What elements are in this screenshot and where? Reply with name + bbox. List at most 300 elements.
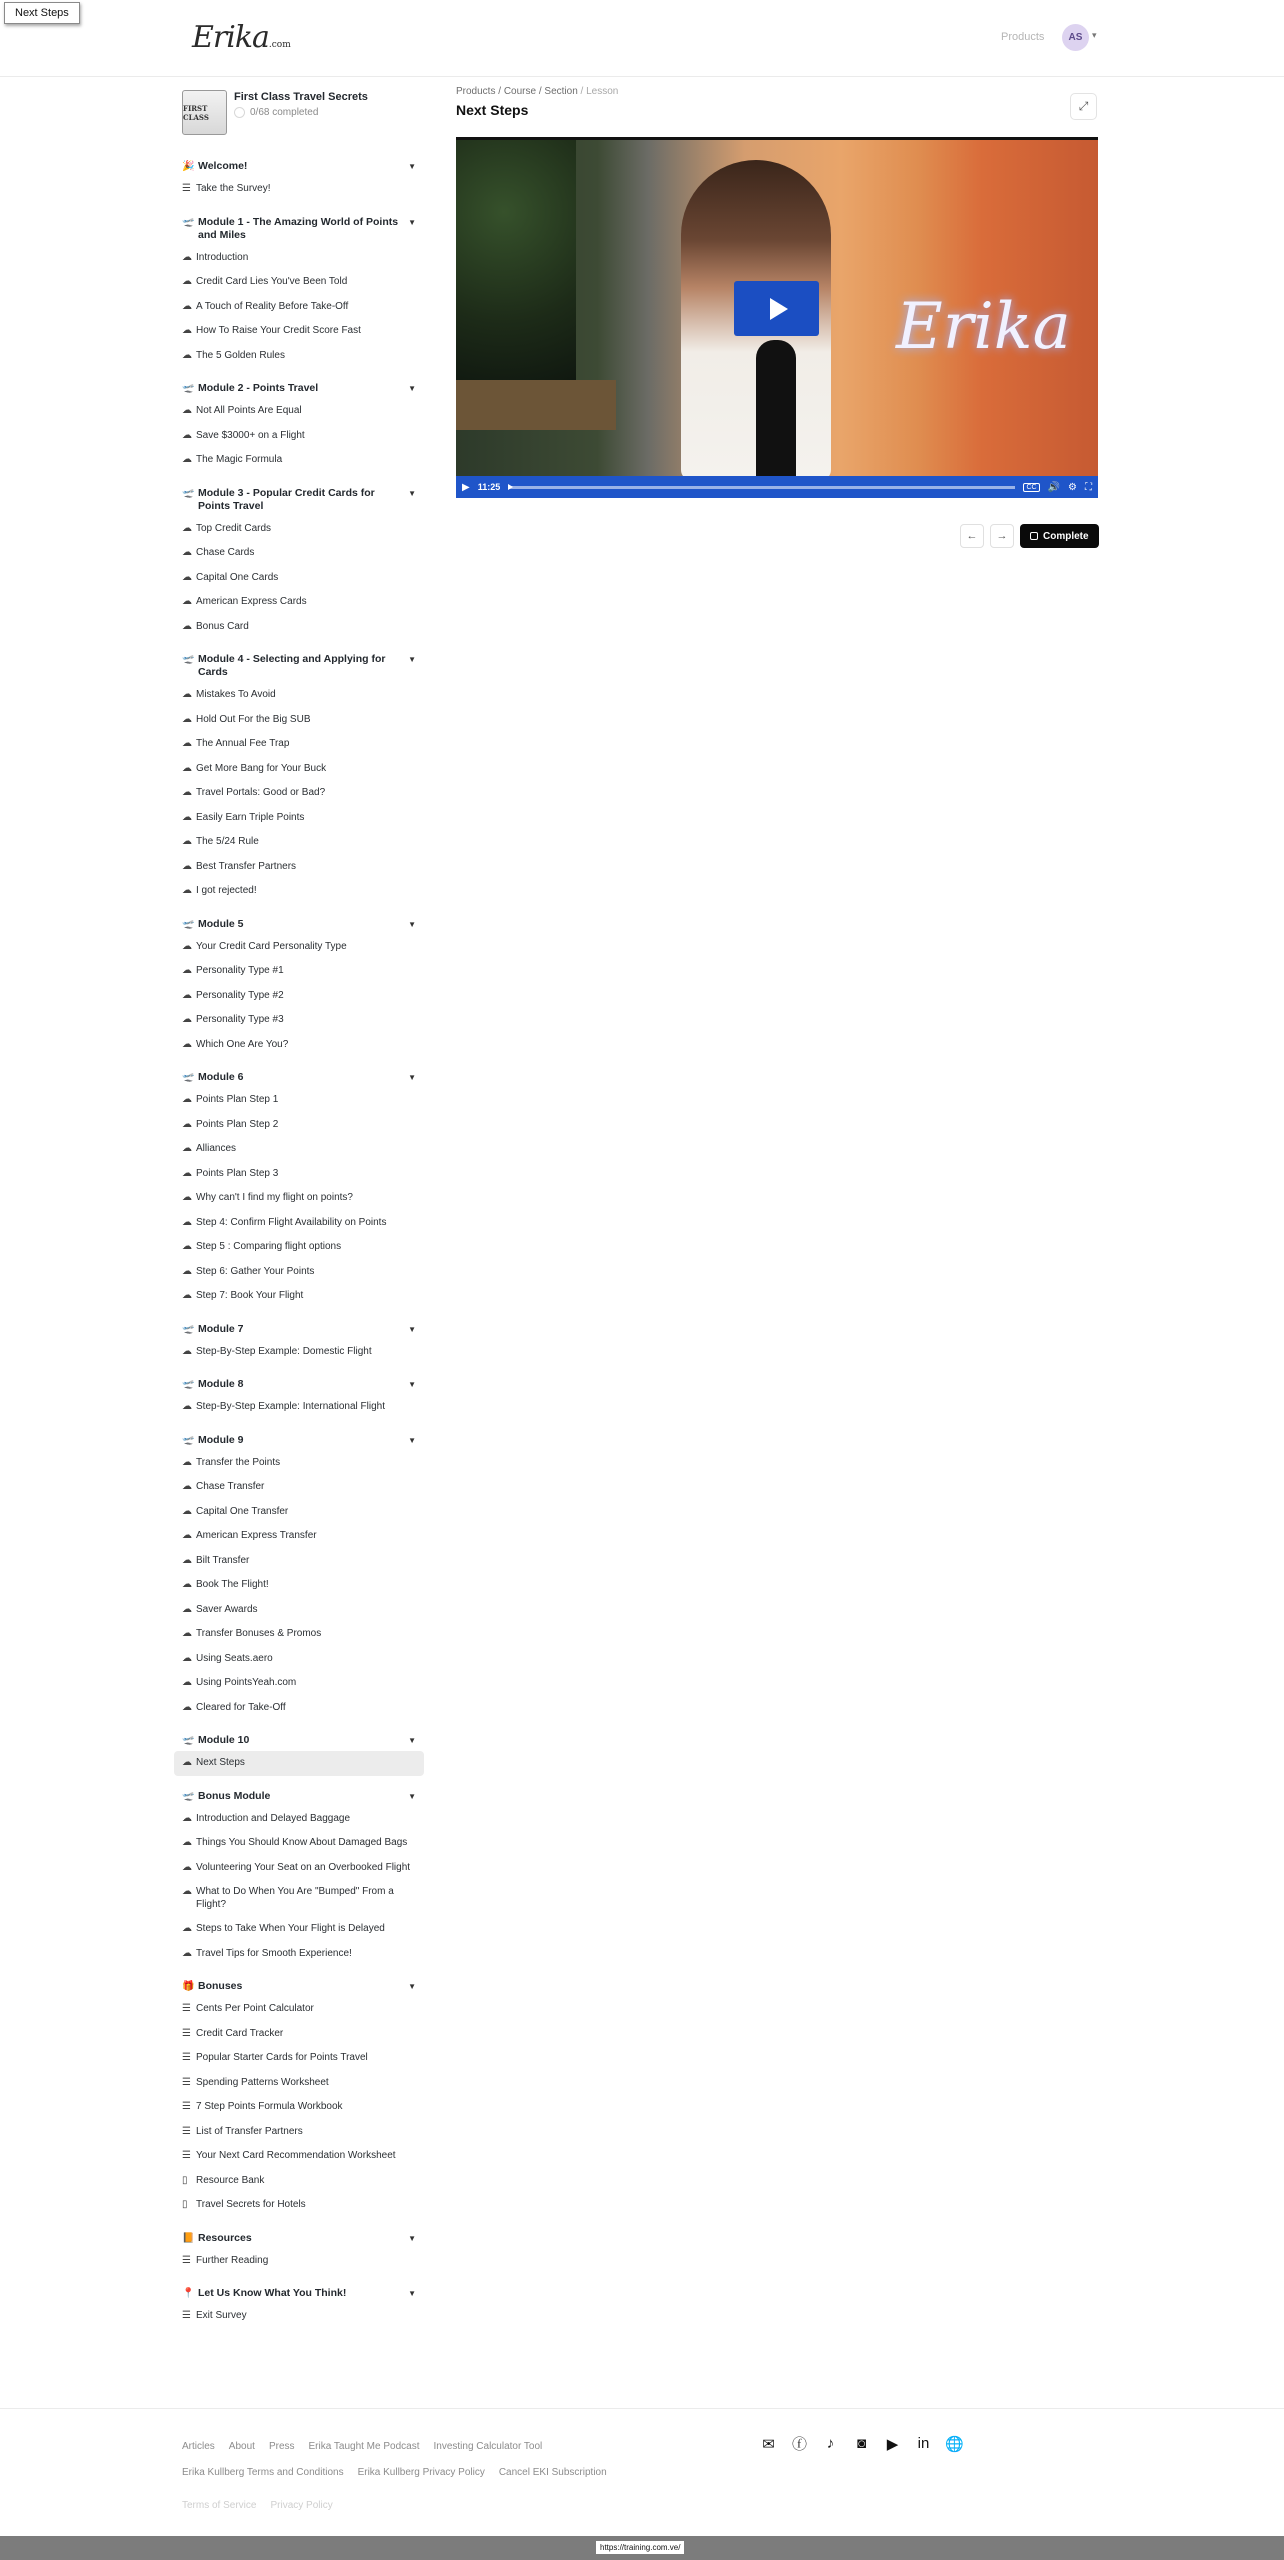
play-button[interactable] — [734, 281, 819, 336]
lesson-item[interactable] — [174, 448, 424, 473]
module-header[interactable] — [174, 378, 424, 399]
cloud-icon: ☁ — [182, 1265, 192, 1277]
module-icon: 🛫 — [182, 487, 195, 499]
lesson-item[interactable] — [174, 2144, 424, 2169]
expand-icon: ⤢ — [1078, 99, 1089, 113]
cloud-icon: ☁ — [182, 965, 192, 976]
next-lesson-button[interactable] — [990, 524, 1014, 548]
lesson-title: Travel Secrets for Hotels — [196, 2199, 306, 2210]
lesson-item[interactable] — [174, 399, 424, 424]
module-section — [174, 1374, 424, 1420]
footer-link[interactable]: Articles — [182, 2441, 215, 2452]
cloud-icon: ☁ — [182, 1456, 192, 1468]
lesson-title: The Annual Fee Trap — [196, 738, 290, 749]
cloud-icon: ☁ — [182, 522, 192, 534]
cloud-icon: ☁ — [182, 1192, 192, 1203]
caret-down-icon[interactable]: ▼ — [408, 919, 416, 929]
module-header[interactable] — [174, 649, 424, 683]
module-header[interactable] — [174, 914, 424, 935]
lesson-item[interactable] — [174, 270, 424, 295]
module-title: Module 6 — [198, 1071, 244, 1083]
cloud-icon: ☁ — [182, 1701, 192, 1713]
lesson-title: Take the Survey! — [196, 183, 271, 194]
module-icon: 🛫 — [182, 918, 195, 930]
lesson-title: Easily Earn Triple Points — [196, 811, 305, 823]
lesson-item[interactable] — [174, 1137, 424, 1162]
caret-down-icon[interactable]: ▼ — [408, 2289, 416, 2298]
cloud-icon: ☁ — [182, 1014, 192, 1025]
cloud-icon: ☁ — [182, 1241, 192, 1252]
module-section — [174, 1976, 424, 2218]
cloud-icon: ☁ — [182, 349, 192, 361]
lesson-item[interactable] — [174, 2120, 424, 2145]
module-section — [174, 649, 424, 904]
lesson-title: Alliances — [196, 1143, 237, 1154]
cloud-icon: ☁ — [182, 1628, 192, 1639]
module-icon: 🛫 — [182, 1735, 195, 1746]
cloud-icon: ☁ — [182, 1579, 192, 1590]
cloud-icon: ☁ — [182, 1401, 192, 1412]
cloud-icon: ☁ — [182, 454, 192, 465]
module-title: Module 5 — [198, 917, 244, 930]
lesson-item[interactable] — [174, 1880, 424, 1917]
lesson-title: Steps to Take When Your Flight is Delayed — [196, 1923, 385, 1934]
lesson-item[interactable] — [174, 2249, 424, 2274]
module-section — [174, 914, 424, 1058]
lesson-item[interactable] — [174, 959, 424, 984]
site-footer — [0, 2408, 1284, 2536]
module-header[interactable] — [174, 212, 424, 246]
doc-icon: ▯ — [182, 2174, 188, 2186]
lesson-title: Step-By-Step Example: International Flight — [196, 1401, 385, 1412]
course-title: First Class Travel Secrets — [234, 91, 368, 103]
lesson-title: Further Reading — [196, 2254, 269, 2266]
module-list — [174, 156, 424, 2329]
lesson-title: Cents Per Point Calculator — [196, 2003, 314, 2014]
caret-down-icon[interactable]: ▼ — [408, 162, 416, 171]
video-microphone — [756, 340, 796, 490]
lesson-item[interactable] — [174, 2046, 424, 2071]
lesson-item[interactable] — [174, 1033, 424, 1058]
lesson-item[interactable] — [174, 1475, 424, 1500]
list-icon: ☰ — [182, 2101, 191, 2112]
video-controls — [456, 476, 1098, 498]
lesson-item[interactable] — [174, 2304, 424, 2329]
lesson-item[interactable] — [174, 319, 424, 344]
lesson-title: Hold Out For the Big SUB — [196, 713, 311, 725]
lesson-item[interactable] — [174, 566, 424, 591]
cloud-icon: ☁ — [182, 547, 192, 558]
cloud-icon: ☁ — [182, 1757, 192, 1768]
page-title: Next Steps — [456, 102, 529, 118]
cloud-icon: ☁ — [182, 1652, 192, 1664]
mail-icon[interactable]: ✉ — [762, 2435, 775, 2453]
course-thumbnail: FIRST CLASS — [182, 90, 227, 135]
cloud-icon: ☁ — [182, 1837, 192, 1848]
course-progress: 0/68 completed — [234, 107, 318, 118]
cloud-icon: ☁ — [182, 1861, 192, 1873]
progress-ring-icon — [234, 107, 245, 118]
lesson-title: American Express Transfer — [196, 1530, 317, 1541]
footer-link[interactable]: Investing Calculator Tool — [433, 2441, 543, 2452]
cloud-icon: ☁ — [182, 429, 192, 441]
chevron-down-icon[interactable]: ▾ — [1092, 30, 1097, 40]
volume-icon[interactable]: 🔊 — [1047, 481, 1061, 493]
breadcrumb: Products / Course / Section / Lesson — [456, 86, 619, 97]
module-icon: 🎉 — [182, 161, 195, 172]
lesson-item[interactable] — [174, 2022, 424, 2047]
cloud-icon: ☁ — [182, 738, 192, 749]
module-header[interactable] — [174, 483, 424, 517]
cloud-icon: ☁ — [182, 762, 192, 774]
cloud-icon: ☁ — [182, 1167, 192, 1179]
cloud-icon: ☁ — [182, 1603, 192, 1615]
module-title: Module 7 — [198, 1322, 244, 1335]
lesson-item[interactable] — [174, 424, 424, 449]
lesson-title: Points Plan Step 2 — [196, 1118, 279, 1130]
footer-link[interactable]: Terms of Service — [182, 2500, 257, 2511]
fullscreen-icon[interactable]: ⛶ — [1085, 481, 1092, 493]
lesson-title: The Magic Formula — [196, 454, 283, 465]
cloud-icon: ☁ — [182, 1094, 192, 1105]
lesson-item[interactable] — [174, 344, 424, 369]
footer-link[interactable]: About — [228, 2441, 255, 2452]
status-url: https://training.com.ve/ — [596, 2541, 684, 2554]
video-neon-sign: Erika — [896, 290, 1071, 364]
lesson-item[interactable] — [174, 1524, 424, 1549]
lesson-item[interactable] — [174, 2095, 424, 2120]
module-icon: 🎁 — [182, 1981, 195, 1992]
lesson-item[interactable] — [174, 295, 424, 320]
module-section — [174, 378, 424, 473]
module-icon: 📍 — [182, 2288, 195, 2299]
footer-link[interactable]: Press — [268, 2441, 295, 2452]
lesson-item[interactable] — [174, 757, 424, 782]
lesson-item[interactable] — [174, 1395, 424, 1420]
caret-down-icon[interactable]: ▼ — [408, 1435, 416, 1445]
caret-down-icon[interactable]: ▼ — [408, 1324, 416, 1334]
footer-links-terms — [182, 2500, 333, 2511]
cloud-icon: ☁ — [182, 836, 192, 847]
list-icon: ☰ — [182, 2076, 191, 2088]
cloud-icon: ☁ — [182, 787, 192, 798]
lesson-title: Get More Bang for Your Buck — [196, 762, 327, 774]
complete-button[interactable]: Complete — [1020, 524, 1099, 548]
cloud-icon: ☁ — [182, 713, 192, 725]
module-title: Module 2 - Points Travel — [198, 382, 319, 394]
checkbox-icon — [1030, 532, 1038, 540]
lesson-title: Volunteering Your Seat on an Overbooked Flight — [196, 1861, 411, 1873]
module-title: Module 3 - Popular Credit Cards for Points Travel — [198, 486, 375, 512]
tiktok-icon[interactable]: ♪ — [826, 2435, 835, 2452]
course-sidebar — [174, 86, 424, 2339]
lesson-item[interactable] — [174, 879, 424, 904]
lesson-title: Introduction — [196, 251, 249, 263]
lesson-item[interactable] — [174, 2071, 424, 2096]
caret-down-icon[interactable]: ▼ — [408, 1736, 416, 1745]
video-shelf — [456, 380, 616, 430]
play-small-icon[interactable]: ▶ — [462, 481, 470, 493]
lesson-item[interactable] — [174, 246, 424, 271]
lesson-title: Step 7: Book Your Flight — [196, 1290, 304, 1301]
lesson-item[interactable] — [174, 1696, 424, 1721]
footer-link[interactable]: Erika Kullberg Terms and Conditions — [182, 2467, 344, 2478]
cloud-icon: ☁ — [182, 811, 192, 823]
lesson-title: Top Credit Cards — [196, 522, 272, 534]
breadcrumb-products[interactable]: Products — [456, 86, 496, 97]
module-icon: 🛫 — [182, 1379, 195, 1390]
footer-links-legal — [182, 2467, 607, 2478]
cloud-icon: ☁ — [182, 325, 192, 336]
module-header[interactable] — [174, 1730, 424, 1751]
lesson-title: Resource Bank — [196, 2174, 265, 2186]
video-scrubber[interactable] — [508, 486, 1015, 489]
lesson-item[interactable] — [174, 1162, 424, 1187]
cloud-icon: ☁ — [182, 1505, 192, 1517]
footer-link[interactable]: Erika Kullberg Privacy Policy — [357, 2467, 485, 2478]
caret-down-icon[interactable]: ▼ — [408, 2233, 416, 2243]
lesson-item[interactable] — [174, 1942, 424, 1967]
lesson-item[interactable] — [174, 2169, 424, 2194]
lesson-item[interactable] — [174, 1340, 424, 1365]
lesson-title: Mistakes To Avoid — [196, 689, 276, 700]
cloud-icon: ☁ — [182, 1923, 192, 1934]
lesson-title: Your Credit Card Personality Type — [196, 940, 347, 952]
module-title: Bonuses — [198, 1980, 243, 1992]
lesson-title: Book The Flight! — [196, 1579, 269, 1590]
lesson-item[interactable] — [174, 1451, 424, 1476]
lesson-item[interactable] — [174, 1260, 424, 1285]
lesson-title: Points Plan Step 3 — [196, 1167, 279, 1179]
cloud-icon: ☁ — [182, 1038, 192, 1050]
lesson-title: Transfer the Points — [196, 1456, 281, 1468]
lesson-title: Bilt Transfer — [196, 1554, 250, 1566]
lesson-title: Personality Type #3 — [196, 1014, 284, 1025]
lesson-item[interactable] — [174, 935, 424, 960]
user-avatar[interactable]: AS — [1062, 24, 1089, 51]
module-section — [174, 1786, 424, 1967]
lesson-title: Step 6: Gather Your Points — [196, 1265, 315, 1277]
breadcrumb-lesson: Lesson — [586, 86, 619, 97]
lesson-title: Chase Transfer — [196, 1481, 265, 1492]
module-header[interactable] — [174, 156, 424, 177]
module-title: Let Us Know What You Think! — [198, 2287, 347, 2299]
lesson-title: Not All Points Are Equal — [196, 405, 302, 416]
lesson-item[interactable] — [174, 1647, 424, 1672]
cloud-icon: ☁ — [182, 989, 192, 1001]
lesson-title: Next Steps — [196, 1757, 245, 1768]
module-header[interactable] — [174, 1786, 424, 1807]
lesson-item[interactable] — [174, 1284, 424, 1309]
caret-down-icon[interactable]: ▼ — [408, 1380, 416, 1389]
settings-gear-icon[interactable]: ⚙ — [1068, 481, 1077, 493]
cloud-icon: ☁ — [182, 620, 192, 632]
caret-down-icon[interactable]: ▼ — [408, 1982, 416, 1991]
list-icon: ☰ — [182, 2254, 191, 2266]
module-icon: 🛫 — [182, 654, 195, 665]
caret-down-icon[interactable]: ▼ — [408, 1791, 416, 1801]
cloud-icon: ☁ — [182, 885, 192, 896]
lesson-title: 7 Step Points Formula Workbook — [196, 2101, 343, 2112]
cloud-icon: ☁ — [182, 1118, 192, 1130]
module-section — [174, 2283, 424, 2329]
lesson-item[interactable] — [174, 177, 424, 202]
footer-link[interactable]: Erika Taught Me Podcast — [308, 2441, 420, 2452]
lesson-title: Using Seats.aero — [196, 1652, 273, 1664]
lesson-title: Credit Card Lies You've Been Told — [196, 276, 348, 287]
instagram-icon[interactable]: ◙ — [856, 2435, 867, 2452]
lesson-item[interactable] — [174, 781, 424, 806]
list-icon: ☰ — [182, 2125, 191, 2137]
expand-button[interactable] — [1070, 93, 1097, 120]
lesson-title: Using PointsYeah.com — [196, 1677, 297, 1688]
lesson-item[interactable] — [174, 1549, 424, 1574]
social-links — [760, 2435, 963, 2452]
globe-icon[interactable]: 🌐 — [945, 2435, 964, 2453]
list-icon: ☰ — [182, 2052, 191, 2063]
lesson-title: Step 5 : Comparing flight options — [196, 1241, 342, 1252]
arrow-right-icon: → — [996, 530, 1008, 542]
lesson-item[interactable] — [174, 1598, 424, 1623]
module-header[interactable] — [174, 1319, 424, 1340]
lesson-title: Introduction and Delayed Baggage — [196, 1812, 351, 1824]
module-header[interactable] — [174, 1374, 424, 1395]
lesson-item[interactable] — [174, 1856, 424, 1881]
video-time: 11:25 — [477, 482, 501, 492]
lesson-item[interactable] — [174, 830, 424, 855]
lesson-title: Saver Awards — [196, 1603, 258, 1615]
lesson-item[interactable] — [174, 1088, 424, 1113]
lesson-item[interactable] — [174, 1186, 424, 1211]
cloud-icon: ☁ — [182, 1677, 192, 1688]
lesson-item[interactable] — [174, 1807, 424, 1832]
module-section — [174, 1067, 424, 1309]
cloud-icon: ☁ — [182, 276, 192, 287]
caret-down-icon[interactable]: ▼ — [408, 217, 416, 227]
lesson-item[interactable] — [174, 708, 424, 733]
lesson-title: Cleared for Take-Off — [196, 1701, 286, 1713]
previous-lesson-button[interactable] — [960, 524, 984, 548]
lesson-item[interactable] — [174, 1211, 424, 1236]
lesson-item[interactable] — [174, 1997, 424, 2022]
lesson-item[interactable] — [174, 2193, 424, 2218]
video-plant — [456, 140, 576, 380]
nav-products-link[interactable]: Products — [1001, 31, 1045, 43]
module-header[interactable] — [174, 2228, 424, 2249]
facebook-icon[interactable]: ⓕ — [791, 2436, 807, 2453]
module-icon: 🛫 — [182, 383, 195, 394]
linkedin-icon[interactable]: in — [917, 2435, 930, 2452]
lesson-title: Travel Portals: Good or Bad? — [196, 787, 326, 798]
lesson-title: The 5 Golden Rules — [196, 349, 285, 361]
lesson-title: American Express Cards — [196, 596, 307, 607]
video-player[interactable] — [456, 137, 1098, 498]
module-header[interactable] — [174, 2283, 424, 2304]
cloud-icon: ☁ — [182, 1481, 192, 1492]
lesson-item[interactable] — [174, 1751, 424, 1776]
lesson-item[interactable] — [174, 732, 424, 757]
lesson-title: How To Raise Your Credit Score Fast — [196, 325, 361, 336]
module-section — [174, 156, 424, 202]
lesson-item[interactable] — [174, 1573, 424, 1598]
lesson-item[interactable] — [174, 1622, 424, 1647]
lesson-item[interactable] — [174, 615, 424, 640]
module-icon: 🛫 — [182, 1072, 195, 1083]
lesson-title: Capital One Cards — [196, 571, 279, 583]
module-icon: 🛫 — [182, 216, 195, 228]
breadcrumb-section[interactable]: Section — [544, 86, 578, 97]
module-title: Module 4 - Selecting and Applying for Cards — [198, 653, 386, 678]
module-section — [174, 1430, 424, 1721]
footer-link[interactable]: Privacy Policy — [270, 2500, 333, 2511]
breadcrumb-course[interactable]: Course — [503, 86, 537, 97]
lesson-title: I got rejected! — [196, 885, 257, 896]
lesson-title: Spending Patterns Worksheet — [196, 2076, 329, 2088]
lesson-title: Best Transfer Partners — [196, 860, 297, 872]
lesson-item[interactable] — [174, 1113, 424, 1138]
top-navbar — [0, 0, 1284, 77]
lesson-item[interactable] — [174, 1831, 424, 1856]
lesson-item[interactable] — [174, 1500, 424, 1525]
module-title: Welcome! — [198, 160, 248, 172]
cloud-icon: ☁ — [182, 596, 192, 607]
module-header[interactable] — [174, 1976, 424, 1997]
cloud-icon: ☁ — [182, 1530, 192, 1541]
footer-link[interactable]: Cancel EKI Subscription — [498, 2467, 607, 2478]
doc-icon: ▯ — [182, 2199, 188, 2210]
caret-down-icon[interactable]: ▼ — [408, 1073, 416, 1082]
arrow-left-icon: ← — [966, 530, 978, 542]
module-section — [174, 1730, 424, 1776]
cloud-icon: ☁ — [182, 689, 192, 700]
caret-down-icon[interactable]: ▼ — [408, 655, 416, 664]
module-icon: 📙 — [182, 2232, 195, 2244]
captions-icon[interactable]: CC — [1023, 483, 1039, 492]
lesson-item[interactable] — [174, 1008, 424, 1033]
cloud-icon: ☁ — [182, 1216, 192, 1228]
lesson-item[interactable] — [174, 806, 424, 831]
lesson-item[interactable] — [174, 590, 424, 615]
cloud-icon: ☁ — [182, 1290, 192, 1301]
youtube-icon[interactable]: ▶ — [886, 2435, 899, 2453]
lesson-item[interactable] — [174, 541, 424, 566]
lesson-title: The 5/24 Rule — [196, 836, 259, 847]
module-title: Module 10 — [198, 1734, 250, 1746]
module-header[interactable] — [174, 1430, 424, 1451]
lesson-title: Step-By-Step Example: Domestic Flight — [196, 1345, 372, 1357]
caret-down-icon[interactable]: ▼ — [408, 384, 416, 393]
lesson-item[interactable] — [174, 683, 424, 708]
module-header[interactable] — [174, 1067, 424, 1088]
tooltip: Next Steps — [4, 2, 80, 24]
lesson-item[interactable] — [174, 1671, 424, 1696]
scrubber-handle[interactable] — [508, 484, 513, 490]
lesson-item[interactable] — [174, 984, 424, 1009]
lesson-item[interactable] — [174, 1235, 424, 1260]
lesson-title: Which One Are You? — [196, 1038, 289, 1050]
list-icon: ☰ — [182, 183, 191, 194]
site-logo[interactable]: Erika.com — [192, 20, 291, 55]
cloud-icon: ☁ — [182, 1947, 192, 1959]
caret-down-icon[interactable]: ▼ — [408, 488, 416, 498]
lesson-item[interactable] — [174, 855, 424, 880]
module-icon: 🛫 — [182, 1790, 195, 1802]
lesson-item[interactable] — [174, 1917, 424, 1942]
cloud-icon: ☁ — [182, 251, 192, 263]
lesson-title: Step 4: Confirm Flight Availability on Points — [196, 1216, 387, 1228]
lesson-title: Personality Type #2 — [196, 989, 284, 1001]
lesson-item[interactable] — [174, 517, 424, 542]
